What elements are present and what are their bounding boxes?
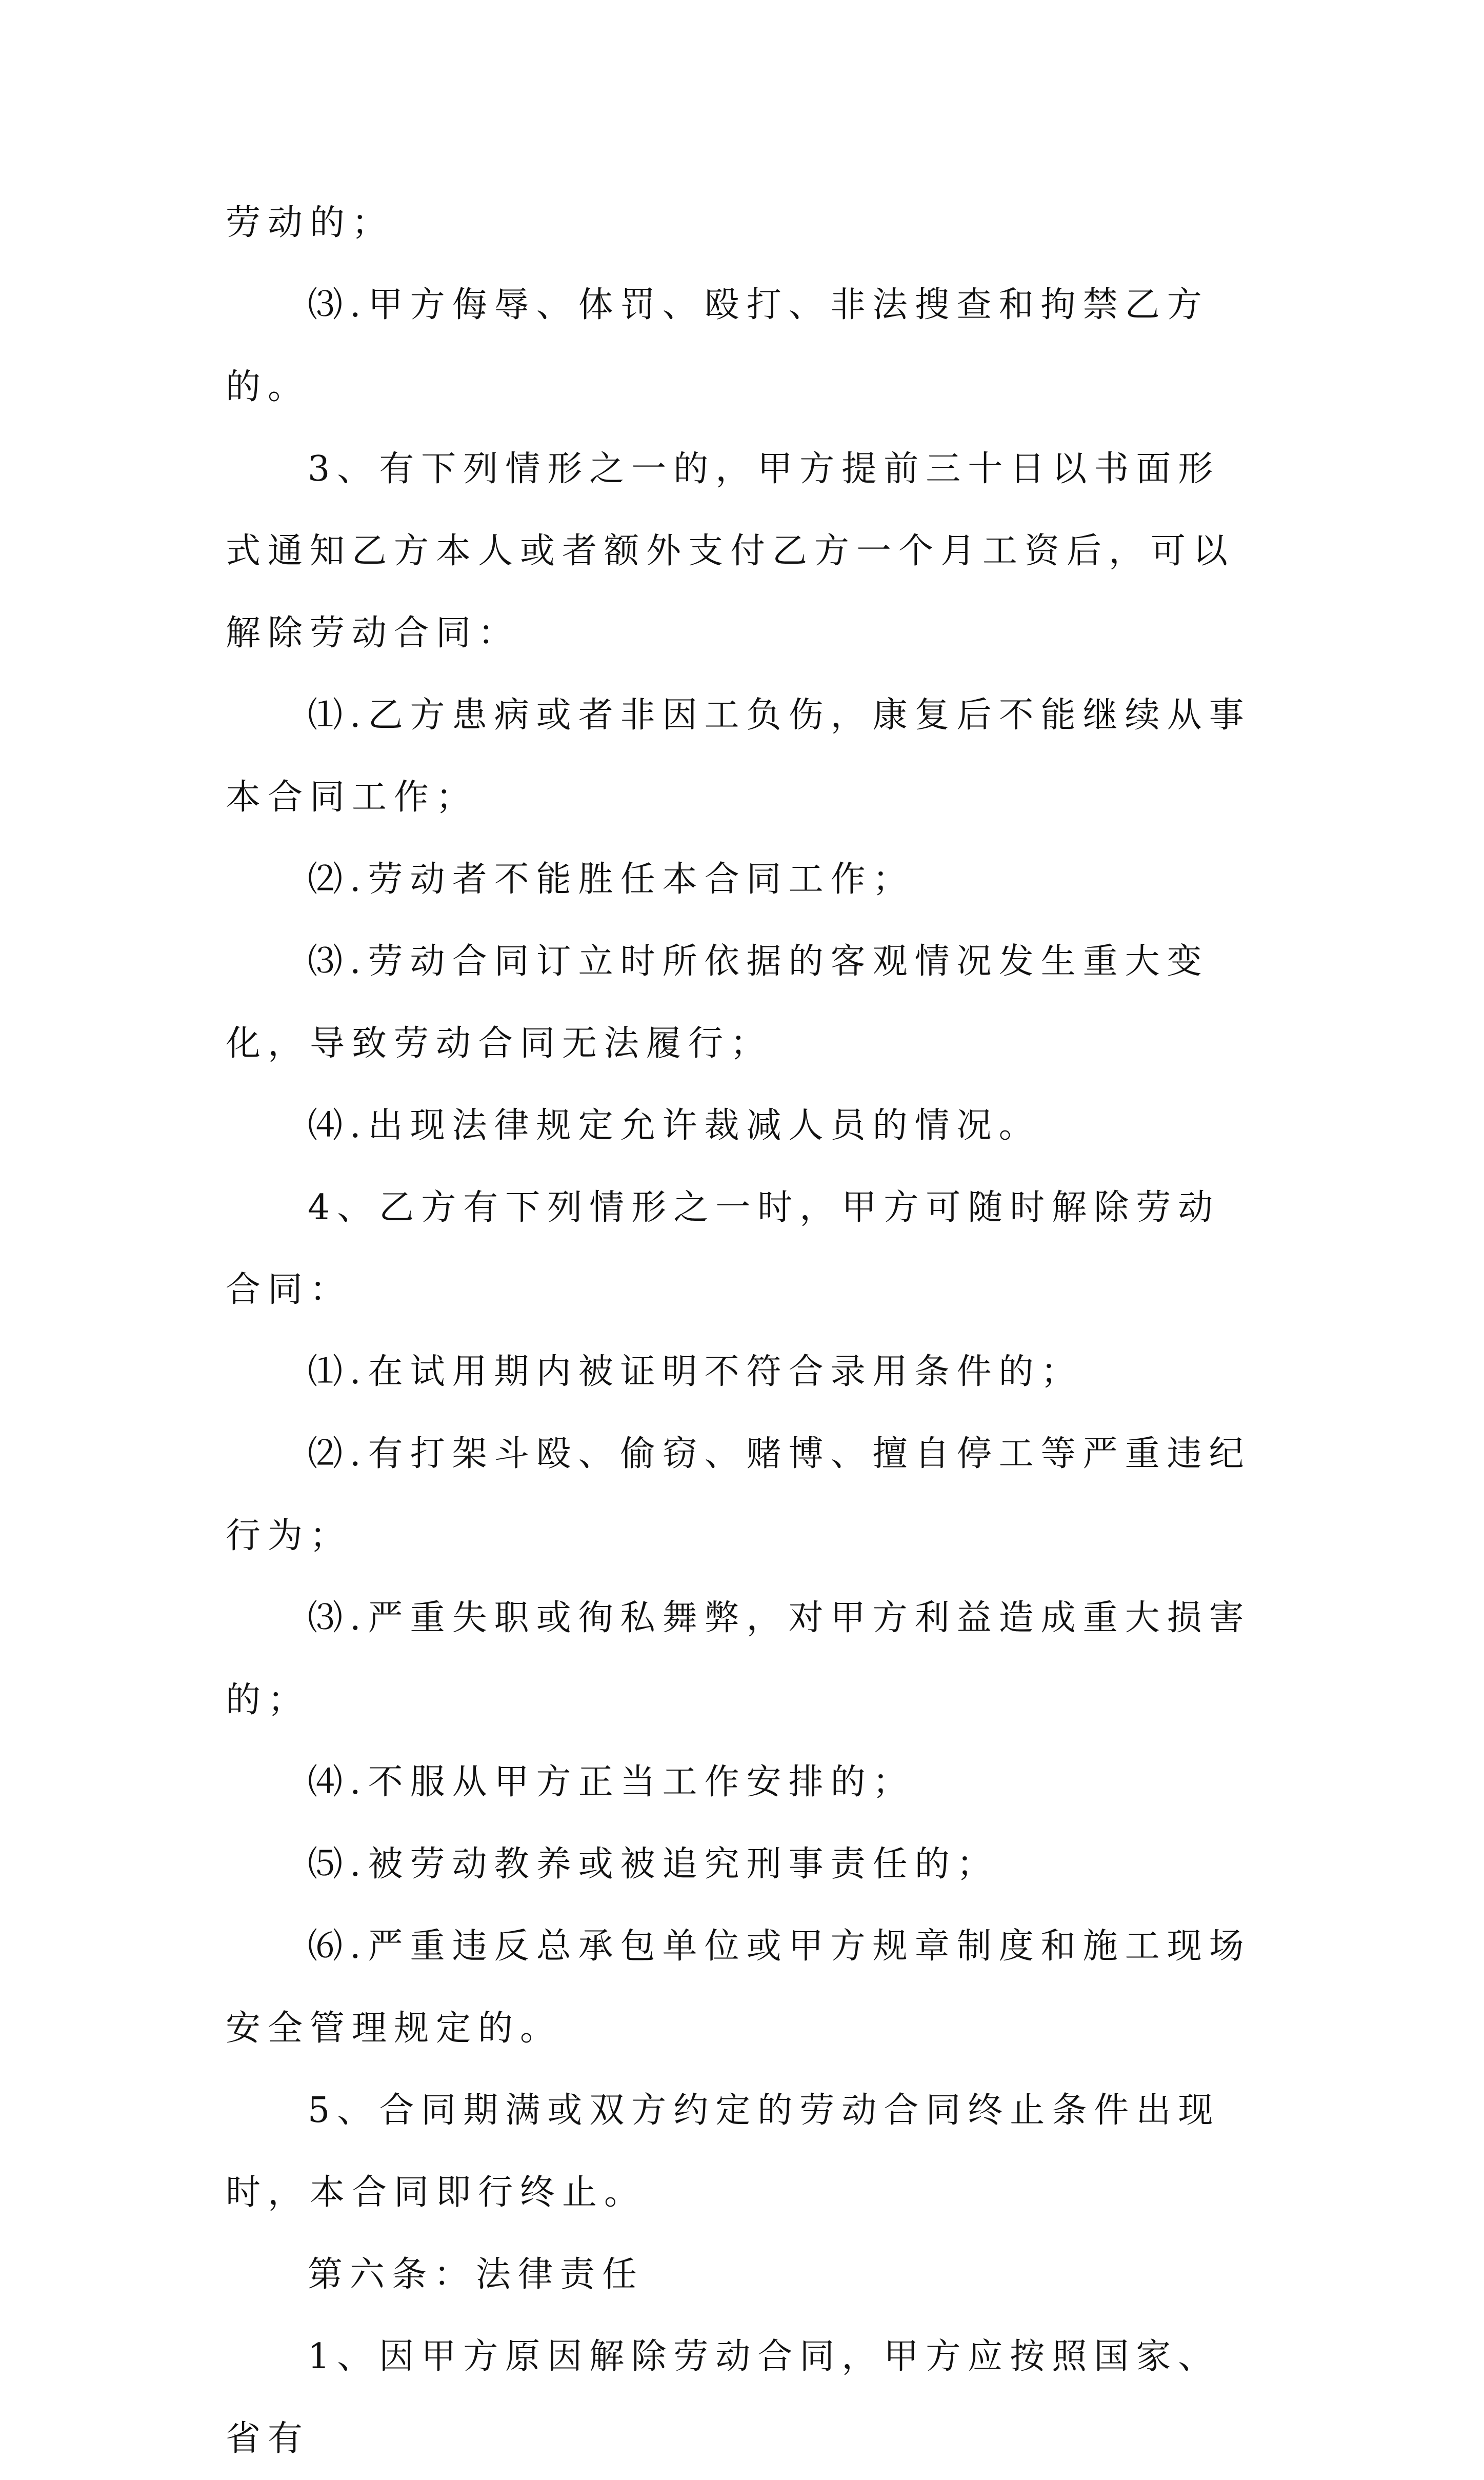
document-body [226,182,1256,2480]
paragraph: ⑴.乙方患病或者非因工负伤，康复后不能继续从事本合同工作； [226,695,1251,818]
paragraph: ⑷.出现法律规定允许裁减人员的情况。 [308,1105,1041,1146]
paragraph: ⑶.严重失职或徇私舞弊，对甲方利益造成重大损害的； [226,1598,1251,1720]
paragraph: ⑴.在试用期内被证明不符合录用条件的； [308,1352,1083,1392]
paragraph: ⑵.有打架斗殴、偷窃、赌博、擅自停工等严重违纪行为； [226,1434,1251,1556]
section-heading: 第六条：法律责任 [308,2254,645,2295]
paragraph: 5、合同期满或双方约定的劳动合同终止条件出现时，本合同即行终止。 [226,2090,1220,2213]
paragraph: 劳动的； [226,203,394,243]
paragraph: ⑹.严重违反总承包单位或甲方规章制度和施工现场安全管理规定的。 [226,1926,1251,2049]
paragraph: ⑶.劳动合同订立时所依据的客观情况发生重大变化，导致劳动合同无法履行； [226,941,1209,1064]
paragraph: ⑶.甲方侮辱、体罚、殴打、非法搜查和拘禁乙方的。 [226,285,1209,407]
paragraph: ⑸.被劳动教养或被追究刑事责任的； [308,1844,999,1884]
paragraph: 3、有下列情形之一的，甲方提前三十日以书面形式通知乙方本人或者额外支付乙方一个月工资后，可以解除劳动合同： [226,449,1235,653]
paragraph: ⑷.不服从甲方正当工作安排的； [308,1762,915,1802]
paragraph: ⑵.劳动者不能胜任本合同工作； [308,859,915,900]
paragraph: 1、因甲方原因解除劳动合同，甲方应按照国家、省有 [226,2336,1220,2459]
paragraph: 4、乙方有下列情形之一时，甲方可随时解除劳动合同： [226,1187,1220,1310]
